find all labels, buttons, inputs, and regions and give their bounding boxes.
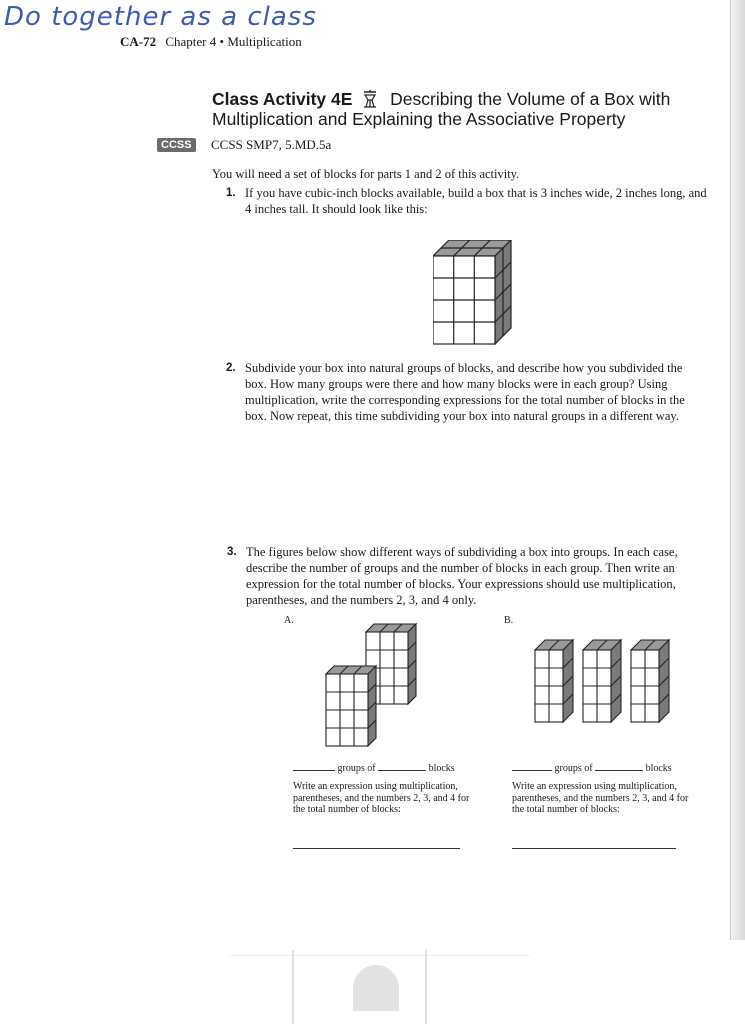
question-number: 1. (226, 187, 236, 199)
box-figure-3x2x4 (433, 240, 513, 345)
scan-edge (731, 0, 745, 940)
chapter-title: Chapter 4 • Multiplication (165, 34, 302, 49)
groups-blank[interactable] (293, 760, 335, 771)
question-text: Subdivide your box into natural groups of blocks, and describe how you subdivided the box. How many groups were there and how many blocks were in each group? Using multiplication, write the corresponding expressions for the total number of blocks in the box. Now repeat, this time subdividing your box into natural groups in a different way. (245, 361, 685, 423)
question-3 (227, 544, 696, 608)
part-a-answer-line[interactable] (293, 848, 460, 849)
calculator-stand-icon (361, 90, 379, 108)
activity-title-part1: Describing the Volume of a Box with (390, 89, 671, 109)
blocks-label: blocks (428, 763, 455, 774)
question-2 (226, 360, 705, 424)
column-1 (535, 640, 573, 722)
part-b-instruction: Write an expression using multiplication, parentheses, and the numbers 2, 3, and 4 for the total number of blocks: (512, 781, 689, 815)
part-a-instruction: Write an expression using multiplication, parentheses, and the numbers 2, 3, and 4 for the total number of blocks: (293, 781, 470, 815)
part-a-label: A. (284, 615, 294, 626)
question-number: 3. (227, 546, 237, 558)
groups-blank[interactable] (512, 760, 552, 771)
blocks-blank[interactable] (378, 760, 426, 771)
page-code: CA-72 (120, 34, 157, 49)
part-b-groups-blanks (512, 760, 672, 774)
ccss-badge: CCSS (157, 138, 196, 152)
question-number: 2. (226, 362, 236, 374)
blocks-label: blocks (645, 763, 672, 774)
scan-artifact-right (425, 950, 427, 1024)
activity-title (212, 89, 712, 129)
scan-artifact-left (292, 950, 294, 1024)
groups-of-label: groups of (337, 763, 376, 774)
part-b-answer-line[interactable] (512, 848, 676, 849)
question-text: The figures below show different ways of subdividing a box into groups. In each case, describe the number of groups and the number of blocks in each group. Then write an expression for the total number of blocks. Your expressions should use multiplication, parentheses, and the numbers 2, 3, and 4 only. (246, 545, 678, 607)
scan-edge-line (730, 0, 731, 940)
question-text: If you have cubic-inch blocks available, build a box that is 3 inches wide, 2 inches long, and 4 inches tall. It should look like this: (245, 186, 707, 216)
column-2 (583, 640, 621, 722)
activity-label: Class Activity 4E (212, 89, 353, 109)
question-1 (226, 185, 710, 217)
intro-text: You will need a set of blocks for parts 1 and 2 of this activity. (212, 167, 520, 181)
scan-artifact-line (230, 955, 530, 956)
figure-a-two-layers (324, 622, 428, 747)
scan-artifact-dome (353, 965, 399, 1011)
column-3 (631, 640, 669, 722)
part-a-groups-blanks (293, 760, 455, 774)
blocks-blank[interactable] (595, 760, 643, 771)
activity-title-part2: Multiplication and Explaining the Associative Property (212, 109, 626, 129)
part-b-label: B. (504, 615, 514, 626)
handwritten-note: Do together as a class (4, 2, 317, 32)
standards-text: CCSS SMP7, 5.MD.5a (211, 137, 332, 152)
groups-of-label: groups of (554, 763, 593, 774)
page-header (120, 34, 302, 50)
figure-b-three-columns (533, 638, 673, 724)
